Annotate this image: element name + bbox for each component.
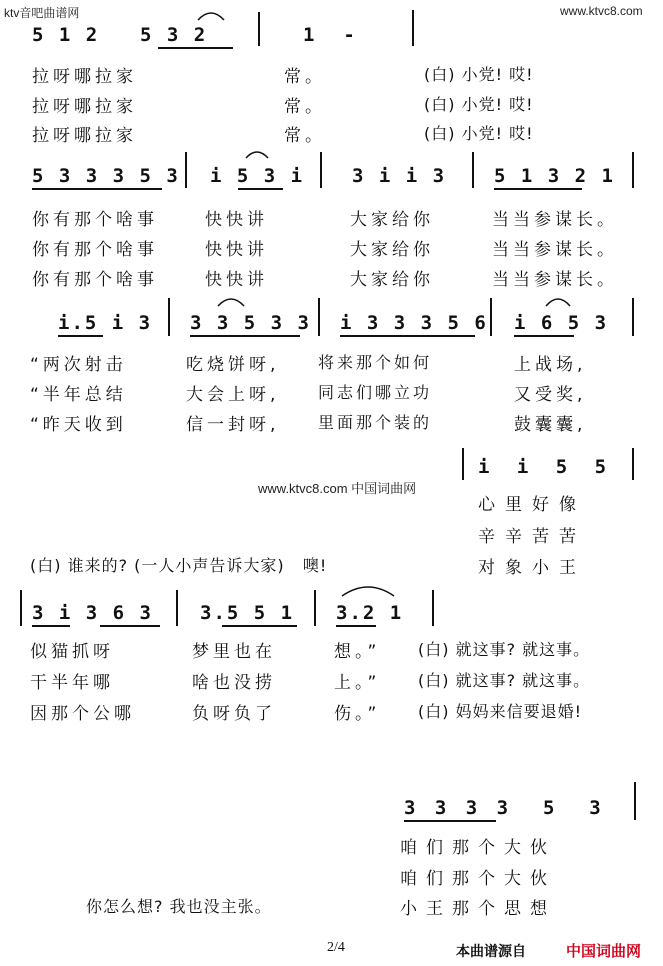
measure-5-2: 3.5 5 1 xyxy=(200,602,295,624)
lyric-2-1-a: 你有那个啥事 xyxy=(32,210,158,230)
lyric-1-1-words: 拉呀哪拉家 xyxy=(32,67,137,87)
lyric-5-1-c: 想。” xyxy=(334,642,381,662)
measure-5-1: 3 i 3 6 3 xyxy=(32,602,153,624)
lyric-1-3-words: 拉呀哪拉家 xyxy=(32,126,137,146)
barline xyxy=(472,152,474,188)
lyric-5-3-c: 伤。” xyxy=(334,704,381,724)
barline xyxy=(432,590,434,626)
lyric-3-2-b: 大会上呀, xyxy=(186,385,280,405)
lyric-3-2-a: “半年总结 xyxy=(30,385,127,405)
measure-2-3: 3 i i 3 xyxy=(352,165,447,187)
lyric-6-3: 小王那个思想 xyxy=(400,899,556,919)
measure-3-2: 3 3 5 3 3 xyxy=(190,312,311,334)
lyric-3-3-a: “昨天收到 xyxy=(30,415,127,435)
lyric-2-3-a: 你有那个啥事 xyxy=(32,270,158,290)
lyric-4-1: 心里好像 xyxy=(478,495,586,515)
lyric-6-1: 咱们那个大伙 xyxy=(400,838,556,858)
measure-3-3: i 3 3 3 5 6 xyxy=(340,312,488,334)
lyric-4-2: 辛辛苦苦 xyxy=(478,527,586,547)
lyric-3-1-d: 上战场, xyxy=(514,355,587,375)
lyric-1-3-end: 常。 xyxy=(284,126,326,146)
lyric-3-3-d: 鼓囊囊, xyxy=(514,415,587,435)
lyric-6-2: 咱们那个大伙 xyxy=(400,869,556,889)
barline xyxy=(314,590,316,626)
lyric-2-3-b: 快快讲 xyxy=(205,270,268,290)
brand-link[interactable]: 中国词曲网 xyxy=(566,942,642,960)
lyric-2-1-c: 大家给你 xyxy=(350,210,434,230)
lyric-2-2-c: 大家给你 xyxy=(350,240,434,260)
barline xyxy=(20,590,22,626)
lyric-2-2-d: 当当参谋长。 xyxy=(492,240,618,260)
lyric-3-2-d: 又受奖, xyxy=(514,385,587,405)
lyric-1-2-end: 常。 xyxy=(284,97,326,117)
tie-slur xyxy=(340,582,396,598)
lyric-1-2-words: 拉呀哪拉家 xyxy=(32,97,137,117)
tie-slur xyxy=(544,294,572,308)
watermark-top-left: ktv音吧曲谱网 xyxy=(4,6,80,20)
lyric-2-3-c: 大家给你 xyxy=(350,270,434,290)
spoken-1-1: (白) 小党! 哎! xyxy=(424,65,534,84)
notes-1c: 1 - xyxy=(303,24,357,46)
lyric-3-1-b: 吃烧饼呀, xyxy=(186,355,280,375)
lyric-2-2-a: 你有那个啥事 xyxy=(32,240,158,260)
lyric-5-1-a: 似猫抓呀 xyxy=(30,642,114,662)
measure-6-1: 3 3 3 3 5 3 xyxy=(404,797,605,819)
spoken-5-3: (白) 妈妈来信要退婚! xyxy=(418,702,582,721)
watermark-top-right: www.ktvc8.com xyxy=(560,4,643,18)
lyric-3-1-a: “两次射击 xyxy=(30,355,127,375)
measure-2-2: i 5 3 i xyxy=(210,165,305,187)
barline xyxy=(490,298,492,336)
measure-3-1: i.5 i 3 xyxy=(58,312,153,334)
measure-2-4: 5 1 3 2 1 xyxy=(494,165,615,187)
watermark-middle: www.ktvc8.com 中国词曲网 xyxy=(258,481,417,496)
lyric-1-1-end: 常。 xyxy=(284,67,326,87)
measure-2-1: 5 3 3 3 5 3 xyxy=(32,165,180,187)
lyric-5-2-b: 啥也没捞 xyxy=(192,673,276,693)
barline xyxy=(168,298,170,336)
lyric-2-3-d: 当当参谋长。 xyxy=(492,270,618,290)
barline xyxy=(634,782,636,820)
barline xyxy=(185,152,187,188)
lyric-3-3-c: 里面那个装的 xyxy=(318,413,433,432)
measure-3-4: i 6 5 3 xyxy=(514,312,609,334)
barline xyxy=(632,152,634,188)
lyric-5-3-a: 因那个公哪 xyxy=(30,704,135,724)
measure-4-1: i i 5 5 xyxy=(478,456,615,478)
spoken-6: 你怎么想? 我也没主张。 xyxy=(86,897,272,916)
barline xyxy=(318,298,320,336)
spoken-1-3: (白) 小党! 哎! xyxy=(424,124,534,143)
notes-1b: 5 3 2 xyxy=(140,24,208,46)
barline xyxy=(632,298,634,336)
barline xyxy=(632,448,634,480)
lyric-5-2-a: 干半年哪 xyxy=(30,673,114,693)
barline xyxy=(412,10,414,46)
lyric-4-3: 对象小王 xyxy=(478,558,586,578)
barline xyxy=(176,590,178,626)
tie-slur xyxy=(244,148,270,160)
spoken-5-2: (白) 就这事? 就这事。 xyxy=(418,671,591,690)
spoken-5-1: (白) 就这事? 就这事。 xyxy=(418,640,591,659)
spoken-1-2: (白) 小党! 哎! xyxy=(424,95,534,114)
barline xyxy=(320,152,322,188)
lyric-3-1-c: 将来那个如何 xyxy=(318,353,433,372)
lyric-3-2-c: 同志们哪立功 xyxy=(318,383,433,402)
barline xyxy=(462,448,464,480)
lyric-2-1-d: 当当参谋长。 xyxy=(492,210,618,230)
lyric-3-3-b: 信一封呀, xyxy=(186,415,280,435)
source-label: 本曲谱源自 xyxy=(456,944,526,960)
page-number: 2/4 xyxy=(327,940,345,955)
spoken-4: (白) 谁来的? (一人小声告诉大家) 噢! xyxy=(30,556,328,575)
measure-5-3: 3.2 1 xyxy=(336,602,404,624)
barline xyxy=(258,12,260,46)
tie-slur xyxy=(216,294,246,308)
notes-1a: 5 1 2 xyxy=(32,24,100,46)
tie-slur xyxy=(196,8,226,22)
lyric-2-1-b: 快快讲 xyxy=(205,210,268,230)
lyric-5-1-b: 梦里也在 xyxy=(192,642,276,662)
lyric-5-2-c: 上。” xyxy=(334,673,381,693)
lyric-2-2-b: 快快讲 xyxy=(205,240,268,260)
lyric-5-3-b: 负呀负了 xyxy=(192,704,276,724)
